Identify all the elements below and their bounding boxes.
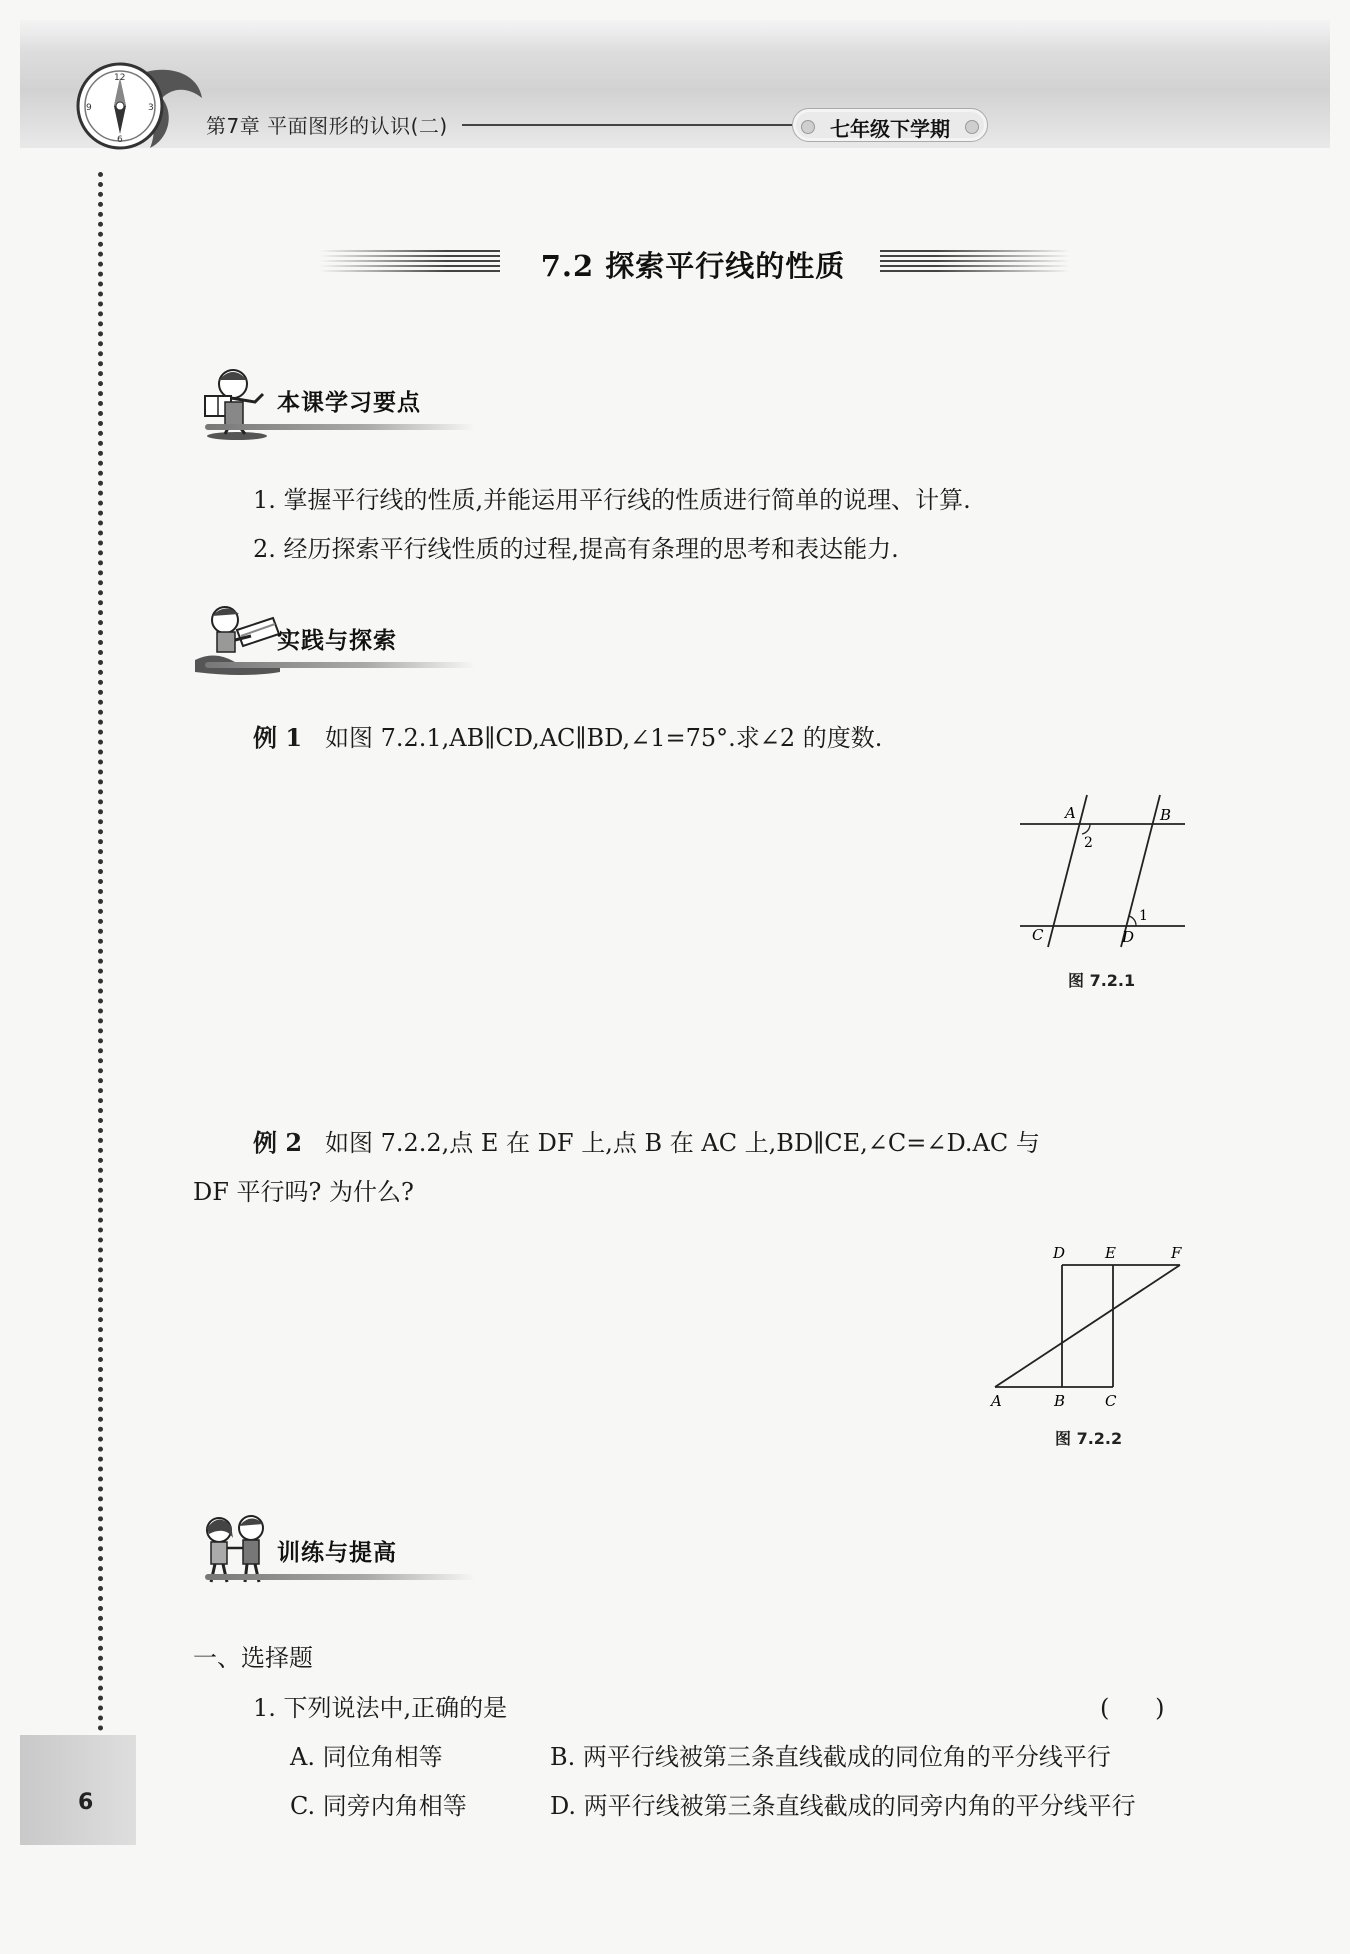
- practice-header: [195, 600, 485, 680]
- header-rule: [462, 124, 792, 126]
- example-2-label: 例 2: [253, 1128, 303, 1157]
- grade-badge: [792, 108, 988, 142]
- key-point-2: 2. 经历探索平行线性质的过程,提高有条理的思考和表达能力.: [253, 535, 899, 563]
- grade-label: 七年级下学期: [830, 117, 950, 141]
- practice-underline: [205, 662, 475, 668]
- svg-text:9: 9: [86, 103, 92, 113]
- header-gloss: [20, 20, 1330, 50]
- practice-heading: 实践与探索: [277, 628, 397, 654]
- example-1-text: 如图 7.2.1,AB∥CD,AC∥BD,∠1=75°.求∠2 的度数.: [324, 724, 883, 752]
- option-b: B. 两平行线被第三条直线截成的同位角的平分线平行: [550, 1743, 1111, 1771]
- option-d: D. 两平行线被第三条直线截成的同旁内角的平分线平行: [550, 1792, 1136, 1820]
- two-kids-mascot-icon: [195, 1512, 285, 1592]
- reading-boy-mascot-icon: [195, 362, 285, 442]
- key-points-header: [195, 362, 485, 442]
- question-1-stem: 1. 下列说法中,正确的是: [253, 1694, 508, 1722]
- part-title: 一、选择题: [193, 1644, 313, 1672]
- fig2-point-b: B: [1054, 1392, 1066, 1410]
- example-1-label: 例 1: [253, 723, 303, 752]
- example-1-line: [253, 720, 882, 756]
- writing-boy-mascot-icon: [195, 600, 285, 680]
- svg-text:3: 3: [148, 103, 154, 113]
- figure-7-2-2-caption: 图 7.2.2: [1055, 1429, 1123, 1448]
- figure-7-2-1-caption: 图 7.2.1: [1068, 971, 1136, 990]
- fig1-point-b: B: [1160, 806, 1172, 824]
- key-point-1: 1. 掌握平行线的性质,并能运用平行线的性质进行简单的说理、计算.: [253, 486, 971, 514]
- fig2-point-d: D: [1053, 1244, 1066, 1262]
- training-header: [195, 1512, 485, 1592]
- fig2-point-c: C: [1105, 1392, 1117, 1410]
- chapter-label: 第7章 平面图形的认识(二): [206, 114, 448, 138]
- fig1-point-d: D: [1122, 928, 1135, 946]
- margin-dotted-line: [98, 172, 103, 1732]
- title-decoration-left: [320, 250, 500, 274]
- key-points-heading: 本课学习要点: [277, 390, 421, 416]
- training-heading: 训练与提高: [277, 1540, 397, 1566]
- fig1-angle-1: 1: [1139, 908, 1148, 924]
- svg-text:6: 6: [117, 135, 123, 145]
- example-2-line-2: DF 平行吗? 为什么?: [193, 1178, 414, 1206]
- fig1-angle-2: 2: [1084, 835, 1093, 851]
- figure-7-2-1: [1010, 790, 1200, 950]
- fig2-point-f: F: [1171, 1244, 1182, 1262]
- training-underline: [205, 1574, 475, 1580]
- fig2-point-e: E: [1105, 1244, 1116, 1262]
- fig1-point-a: A: [1065, 804, 1076, 822]
- figure-7-2-2: [985, 1240, 1195, 1410]
- option-a: A. 同位角相等: [290, 1743, 443, 1771]
- page-number: 6: [78, 1790, 94, 1815]
- key-points-underline: [205, 424, 475, 430]
- title-decoration-right: [880, 250, 1070, 274]
- example-2-line-1: [253, 1125, 1040, 1161]
- section-title: 7.2 探索平行线的性质: [540, 249, 846, 283]
- question-1-answer-bracket[interactable]: ( ): [1100, 1694, 1165, 1722]
- compass-runner-logo-icon: [62, 58, 212, 153]
- fig1-point-c: C: [1032, 926, 1044, 944]
- svg-text:12: 12: [114, 73, 126, 83]
- option-c: C. 同旁内角相等: [290, 1792, 467, 1820]
- example-2-text-1: 如图 7.2.2,点 E 在 DF 上,点 B 在 AC 上,BD∥CE,∠C=∠D.AC 与: [324, 1129, 1040, 1157]
- fig2-point-a: A: [991, 1392, 1002, 1410]
